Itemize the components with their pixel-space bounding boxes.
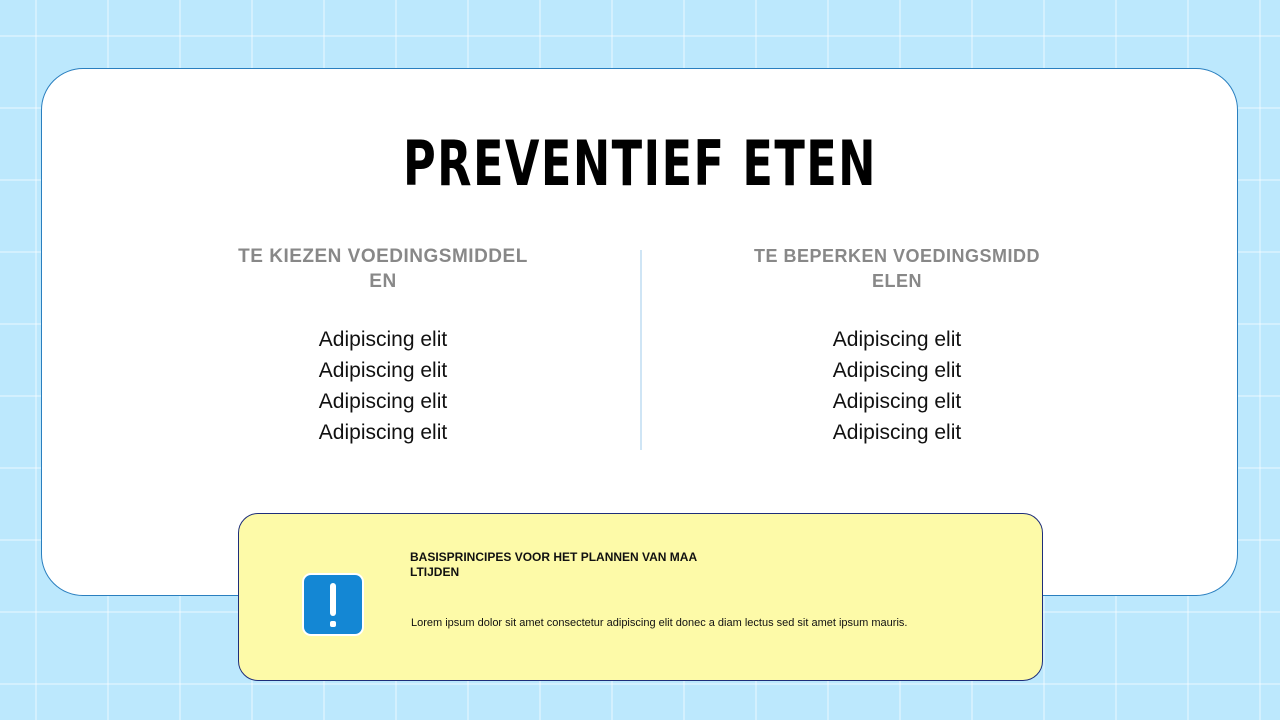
- list-item: Adipiscing elit: [832, 328, 962, 351]
- list-item: Adipiscing elit: [318, 421, 448, 444]
- list-item: Adipiscing elit: [832, 359, 962, 382]
- page-title: PREVENTIEF ETEN: [403, 127, 877, 200]
- choose-foods-column: [233, 244, 533, 448]
- note-heading: BASISPRINCIPES VOOR HET PLANNEN VAN MAALTIJDEN: [410, 550, 698, 579]
- column-heading: TE KIEZEN VOEDINGSMIDDELEN: [238, 246, 528, 292]
- list-item: Adipiscing elit: [832, 421, 962, 444]
- list-item: Adipiscing elit: [832, 390, 962, 413]
- note-text: Lorem ipsum dolor sit amet consectetur adipiscing elit donec a diam lectus sed sit amet ipsum mauris.: [411, 617, 908, 629]
- column-divider: [640, 250, 642, 450]
- limit-foods-column: [748, 244, 1046, 448]
- exclamation-icon: [302, 573, 364, 636]
- list-item: Adipiscing elit: [318, 328, 448, 351]
- list-item: Adipiscing elit: [318, 390, 448, 413]
- column-heading: TE BEPERKEN VOEDINGSMIDDELEN: [753, 246, 1041, 291]
- list-item: Adipiscing elit: [318, 359, 448, 382]
